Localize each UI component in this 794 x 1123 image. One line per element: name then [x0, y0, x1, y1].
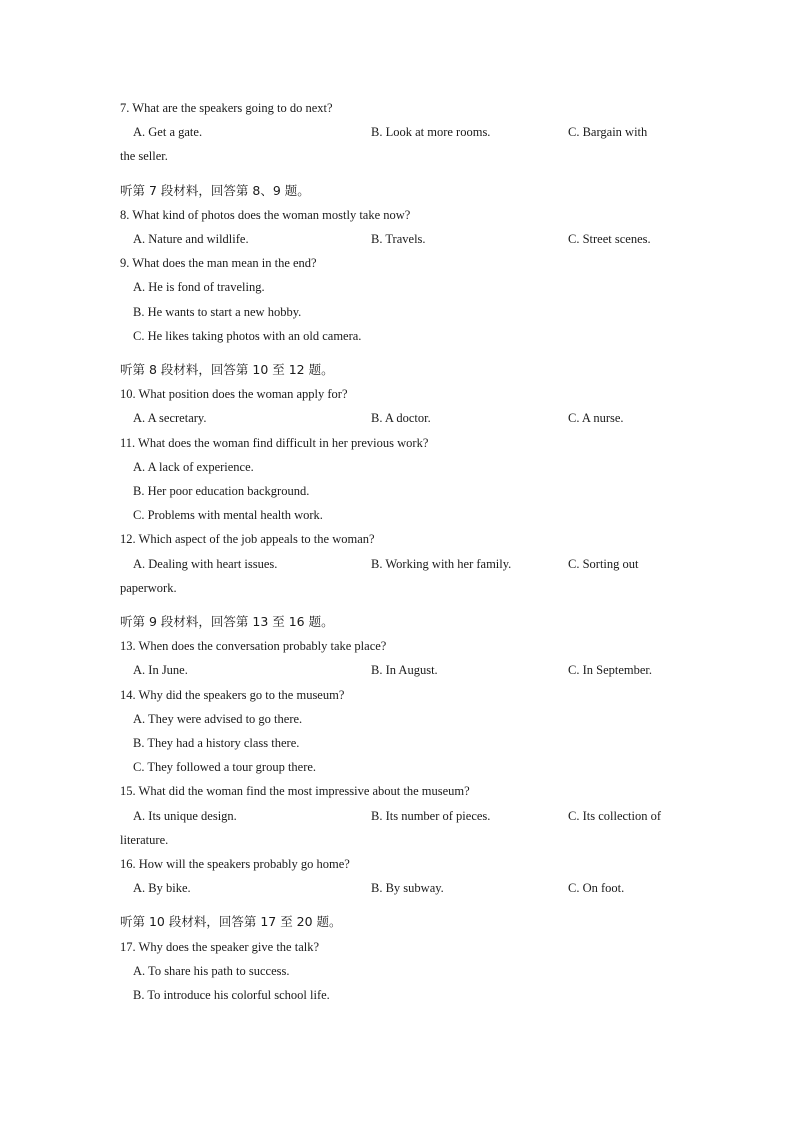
answer-option: C. He likes taking photos with an old camera. — [133, 328, 362, 343]
section-header: 听第 8 段材料，回答第 10 至 12 题。 — [120, 362, 334, 377]
answer-option-c: C. On foot. — [568, 881, 625, 896]
answer-option-a: A. Its unique design. — [133, 808, 237, 823]
option-continuation: paperwork. — [120, 580, 177, 595]
question-text: 17. Why does the speaker give the talk? — [120, 939, 320, 954]
answer-option: A. They were advised to go there. — [133, 711, 303, 726]
option-continuation: literature. — [120, 832, 169, 847]
answer-option-c: C. Its collection of — [568, 808, 662, 823]
answer-option-b: B. Look at more rooms. — [371, 125, 491, 140]
answer-option-b: B. Working with her family. — [371, 556, 512, 571]
answer-option-b: B. Travels. — [371, 232, 426, 246]
answer-option: B. To introduce his colorful school life. — [133, 988, 330, 1002]
answer-option-b: B. A doctor. — [371, 411, 431, 426]
answer-option-a: A. In June. — [133, 663, 188, 678]
answer-option: B. Her poor education background. — [133, 484, 310, 498]
answer-option-c: C. A nurse. — [568, 411, 624, 426]
question-text: 7. What are the speakers going to do next? — [120, 101, 333, 115]
answer-option-b: B. Its number of pieces. — [371, 808, 491, 823]
answer-option: B. He wants to start a new hobby. — [133, 304, 302, 319]
question-text: 14. Why did the speakers go to the museum? — [120, 687, 345, 702]
answer-option: A. He is fond of traveling. — [133, 280, 265, 295]
question-text: 8. What kind of photos does the woman mostly take now? — [120, 207, 411, 222]
option-continuation: the seller. — [120, 149, 168, 164]
question-text: 9. What does the man mean in the end? — [120, 256, 317, 271]
section-header: 听第 9 段材料，回答第 13 至 16 题。 — [120, 614, 334, 629]
answer-option: C. They followed a tour group there. — [133, 760, 317, 775]
question-text: 10. What position does the woman apply for? — [120, 387, 348, 402]
question-text: 15. What did the woman find the most impressive about the museum? — [120, 784, 470, 799]
answer-option-c: C. Street scenes. — [568, 232, 651, 246]
answer-option-c: C. In September. — [568, 663, 653, 678]
question-text: 13. When does the conversation probably take place? — [120, 639, 387, 654]
answer-option-a: A. Get a gate. — [133, 125, 203, 140]
question-text: 16. How will the speakers probably go home? — [120, 857, 350, 871]
answer-option-a: A. Nature and wildlife. — [133, 232, 249, 246]
answer-option-b: B. By subway. — [371, 881, 444, 896]
answer-option-c: C. Bargain with — [568, 125, 648, 140]
question-text: 12. Which aspect of the job appeals to the woman? — [120, 532, 375, 547]
answer-option-b: B. In August. — [371, 663, 438, 678]
answer-option-c: C. Sorting out — [568, 556, 639, 571]
section-header: 听第 10 段材料，回答第 17 至 20 题。 — [120, 914, 342, 930]
answer-option-a: A. Dealing with heart issues. — [133, 556, 278, 571]
answer-option-a: A. A secretary. — [133, 411, 207, 426]
question-text: 11. What does the woman find difficult in her previous work? — [120, 435, 429, 450]
section-header: 听第 7 段材料，回答第 8、9 题。 — [120, 182, 310, 198]
answer-option: C. Problems with mental health work. — [133, 508, 323, 523]
answer-option: A. To share his path to success. — [133, 963, 290, 978]
answer-option: B. They had a history class there. — [133, 736, 300, 750]
answer-option: A. A lack of experience. — [133, 459, 254, 474]
answer-option-a: A. By bike. — [133, 881, 191, 896]
